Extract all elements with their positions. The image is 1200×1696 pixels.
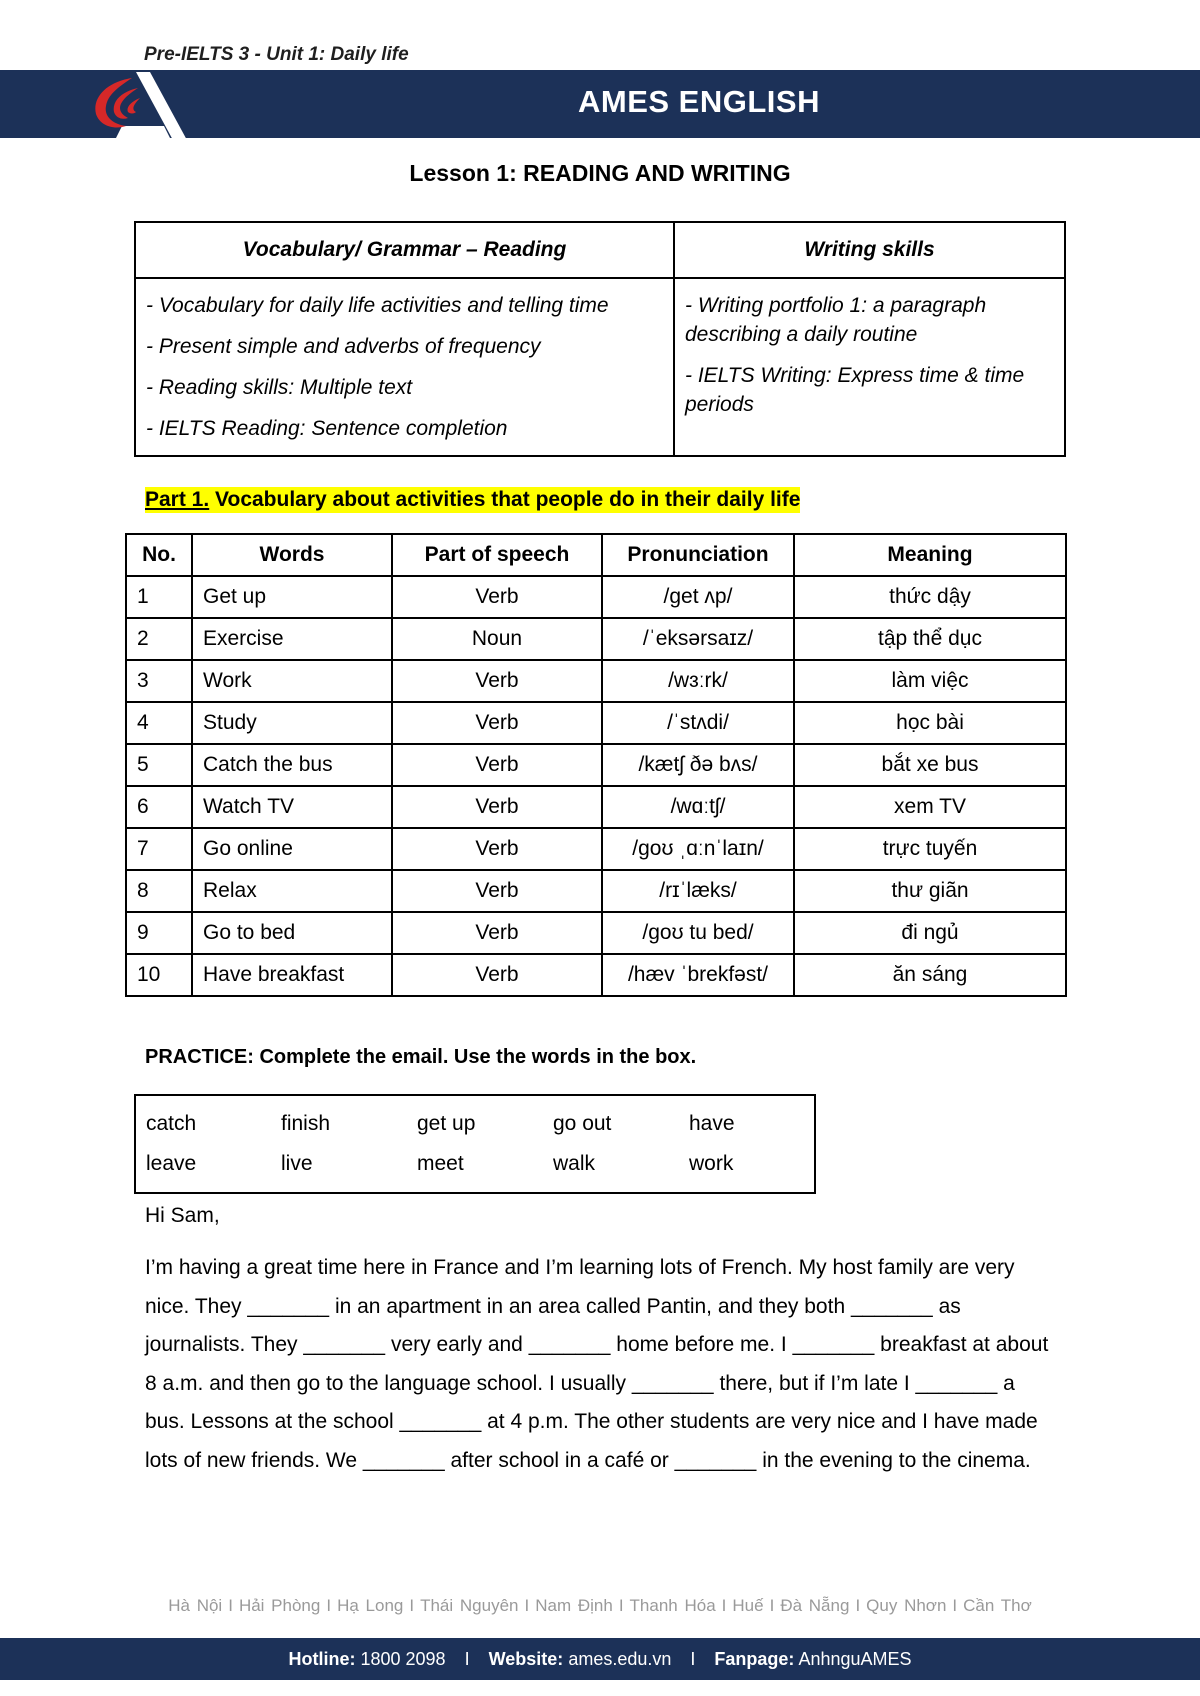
ames-logo-icon (92, 68, 204, 142)
city-separator: I (524, 1596, 530, 1615)
vocab-no: 1 (126, 576, 192, 618)
vocab-word: Relax (192, 870, 392, 912)
overview-writing-cell (674, 278, 1065, 456)
vocab-word: Catch the bus (192, 744, 392, 786)
fanpage-link[interactable]: AnhnguAMES (798, 1649, 912, 1669)
vocab-header-no: No. (126, 534, 192, 576)
email-text: at 4 p.m. The other students are very nice and I have made lots of new friends. We (145, 1410, 1038, 1472)
email-text: a bus. Lessons at the school (145, 1371, 1015, 1433)
email-blank: _______ (792, 1333, 875, 1356)
branch-cities (0, 1596, 1200, 1616)
vocab-pos: Verb (392, 954, 602, 996)
vocab-pos: Verb (392, 828, 602, 870)
email-text: I’m having a great time here in France and I’m learning lots of French. My host family are very nice. They (145, 1256, 1015, 1318)
email-blank: _______ (915, 1371, 998, 1395)
branch-city: Cần Thơ (963, 1596, 1032, 1615)
overview-vocab-item: - Present simple and adverbs of frequency (146, 335, 541, 358)
vocab-word: Exercise (192, 618, 392, 660)
vocab-pos: Verb (392, 660, 602, 702)
branch-city: Thái Nguyên (420, 1596, 519, 1615)
branch-city: Hà Nội (168, 1596, 223, 1615)
vocab-pronunciation: /ˈeksərsaɪz/ (602, 618, 794, 660)
word-box-item: work (689, 1152, 734, 1175)
vocab-meaning: trực tuyến (794, 828, 1066, 870)
email-blank: _______ (850, 1294, 933, 1318)
vocab-word: Have breakfast (192, 954, 392, 996)
city-separator: I (618, 1596, 624, 1615)
vocab-word: Get up (192, 576, 392, 618)
table-row (126, 786, 1066, 828)
vocab-pronunciation: /wɜːrk/ (602, 660, 794, 702)
word-box-item: live (281, 1152, 313, 1175)
part1-title: Vocabulary about activities that people do in their daily life (209, 488, 801, 511)
vocab-word: Study (192, 702, 392, 744)
vocab-no: 6 (126, 786, 192, 828)
website-link[interactable]: ames.edu.vn (568, 1649, 672, 1669)
vocab-header-pos: Part of speech (392, 534, 602, 576)
part1-label: Part 1. (145, 488, 210, 511)
brand-name: AMES ENGLISH (578, 84, 820, 119)
vocab-word: Work (192, 660, 392, 702)
city-separator: I (326, 1596, 332, 1615)
word-box-item: leave (146, 1152, 197, 1175)
email-text: breakfast at about 8 a.m. and then go to the language school. I usually (145, 1333, 1049, 1395)
vocab-no: 5 (126, 744, 192, 786)
footer-bar (0, 1638, 1200, 1680)
vocab-no: 7 (126, 828, 192, 870)
overview-vocab-item: - IELTS Reading: Sentence completion (146, 417, 508, 440)
vocab-no: 10 (126, 954, 192, 996)
vocab-header-pronunciation: Pronunciation (602, 534, 794, 576)
vocab-no: 9 (126, 912, 192, 954)
vocab-pos: Verb (392, 786, 602, 828)
email-blank: _______ (528, 1333, 611, 1356)
vocab-meaning: thức dậy (794, 576, 1066, 618)
word-box-item: catch (146, 1112, 197, 1135)
vocab-meaning: làm việc (794, 660, 1066, 702)
running-head: Pre-IELTS 3 - Unit 1: Daily life (144, 44, 409, 65)
email-text: there, but if I’m late I (713, 1371, 916, 1395)
city-separator: I (769, 1596, 775, 1615)
vocab-meaning: ăn sáng (794, 954, 1066, 996)
vocab-pos: Verb (392, 576, 602, 618)
table-row (126, 870, 1066, 912)
vocab-pronunciation: /kætʃ ðə bʌs/ (602, 744, 794, 786)
overview-writing-item: - Writing portfolio 1: a paragraph describing a daily routine (685, 294, 987, 346)
branch-city: Thanh Hóa (629, 1596, 716, 1615)
table-row (126, 954, 1066, 996)
vocab-pos: Verb (392, 870, 602, 912)
vocab-no: 4 (126, 702, 192, 744)
lesson-overview-table (134, 221, 1066, 457)
word-box-item: walk (553, 1152, 596, 1175)
vocab-no: 3 (126, 660, 192, 702)
vocab-pos: Verb (392, 912, 602, 954)
hotline-value: 1800 2098 (360, 1649, 446, 1669)
vocab-pronunciation: /wɑːtʃ/ (602, 786, 794, 828)
vocab-no: 8 (126, 870, 192, 912)
word-box (134, 1094, 816, 1194)
vocab-pronunciation: /ˈstʌdi/ (602, 702, 794, 744)
vocab-pronunciation: /rɪˈlæks/ (602, 870, 794, 912)
city-separator: I (855, 1596, 861, 1615)
word-box-item: have (689, 1112, 735, 1135)
branch-city: Huế (732, 1596, 764, 1615)
email-body (145, 1249, 1055, 1480)
email-blank: _______ (362, 1448, 445, 1472)
vocab-pronunciation: /hæv ˈbrekfəst/ (602, 954, 794, 996)
email-text: in an apartment in an area called Pantin, and they both (329, 1294, 851, 1318)
vocab-pos: Verb (392, 744, 602, 786)
email-blank: _______ (303, 1333, 386, 1356)
vocab-pronunciation: /get ʌp/ (602, 576, 794, 618)
table-row (126, 576, 1066, 618)
vocab-pos: Verb (392, 702, 602, 744)
vocab-header-meaning: Meaning (794, 534, 1066, 576)
vocab-meaning: học bài (794, 702, 1066, 744)
vocab-meaning: bắt xe bus (794, 744, 1066, 786)
vocab-word: Go to bed (192, 912, 392, 954)
table-row (126, 744, 1066, 786)
city-separator: I (952, 1596, 958, 1615)
vocab-meaning: xem TV (794, 786, 1066, 828)
vocab-meaning: đi ngủ (794, 912, 1066, 954)
vocab-meaning: tập thể dục (794, 618, 1066, 660)
email-text: very early and (385, 1333, 529, 1356)
website-label: Website: (488, 1649, 564, 1669)
footer-separator: I (690, 1649, 696, 1669)
email-blank: _______ (399, 1410, 482, 1433)
table-row (126, 660, 1066, 702)
overview-header-writing: Writing skills (674, 222, 1065, 278)
lesson-title: Lesson 1: READING AND WRITING (409, 160, 791, 186)
branch-city: Hải Phòng (238, 1596, 321, 1615)
table-row (126, 618, 1066, 660)
email-text: after school in a café or (444, 1448, 675, 1472)
vocab-header-words: Words (192, 534, 392, 576)
email-greeting: Hi Sam, (145, 1204, 220, 1227)
overview-vocab-item: - Vocabulary for daily life activities and telling time (146, 294, 609, 317)
fanpage-label: Fanpage: (714, 1649, 795, 1669)
overview-vocab-item: - Reading skills: Multiple text (146, 376, 413, 399)
footer-separator: I (464, 1649, 470, 1669)
table-row (126, 828, 1066, 870)
vocab-pronunciation: /ɡoʊ ˌɑːnˈlaɪn/ (602, 828, 794, 870)
vocabulary-table (125, 533, 1067, 997)
branch-city: Đà Nẵng (780, 1596, 850, 1615)
overview-header-vocab: Vocabulary/ Grammar – Reading (135, 222, 674, 278)
vocab-no: 2 (126, 618, 192, 660)
overview-writing-item: - IELTS Writing: Express time & time periods (685, 364, 1025, 416)
email-blank: _______ (631, 1371, 714, 1395)
table-row (126, 912, 1066, 954)
word-box-item: meet (417, 1152, 464, 1175)
email-text: as journalists. They (145, 1294, 961, 1356)
city-separator: I (409, 1596, 415, 1615)
table-row (126, 702, 1066, 744)
city-separator: I (721, 1596, 727, 1615)
word-box-item: finish (281, 1112, 331, 1135)
vocab-pos: Noun (392, 618, 602, 660)
hotline-label: Hotline: (288, 1649, 356, 1669)
vocab-table-body (126, 576, 1066, 996)
word-box-item: get up (417, 1112, 476, 1135)
practice-instruction: PRACTICE: Complete the email. Use the words in the box. (145, 1046, 697, 1068)
vocab-word: Watch TV (192, 786, 392, 828)
overview-vocab-cell (135, 278, 674, 456)
email-blank: _______ (674, 1448, 757, 1472)
vocab-word: Go online (192, 828, 392, 870)
word-box-item: go out (553, 1112, 612, 1135)
part1-heading (145, 487, 800, 513)
email-text: in the evening to the cinema. (756, 1448, 1031, 1472)
branch-city: Nam Định (535, 1596, 613, 1615)
email-text: home before me. I (610, 1333, 793, 1356)
city-separator: I (228, 1596, 233, 1615)
branch-city: Hạ Long (337, 1596, 404, 1615)
vocab-pronunciation: /ɡoʊ tu bed/ (602, 912, 794, 954)
vocab-meaning: thư giãn (794, 870, 1066, 912)
branch-city: Quy Nhơn (866, 1596, 947, 1615)
email-blank: _______ (247, 1294, 330, 1318)
